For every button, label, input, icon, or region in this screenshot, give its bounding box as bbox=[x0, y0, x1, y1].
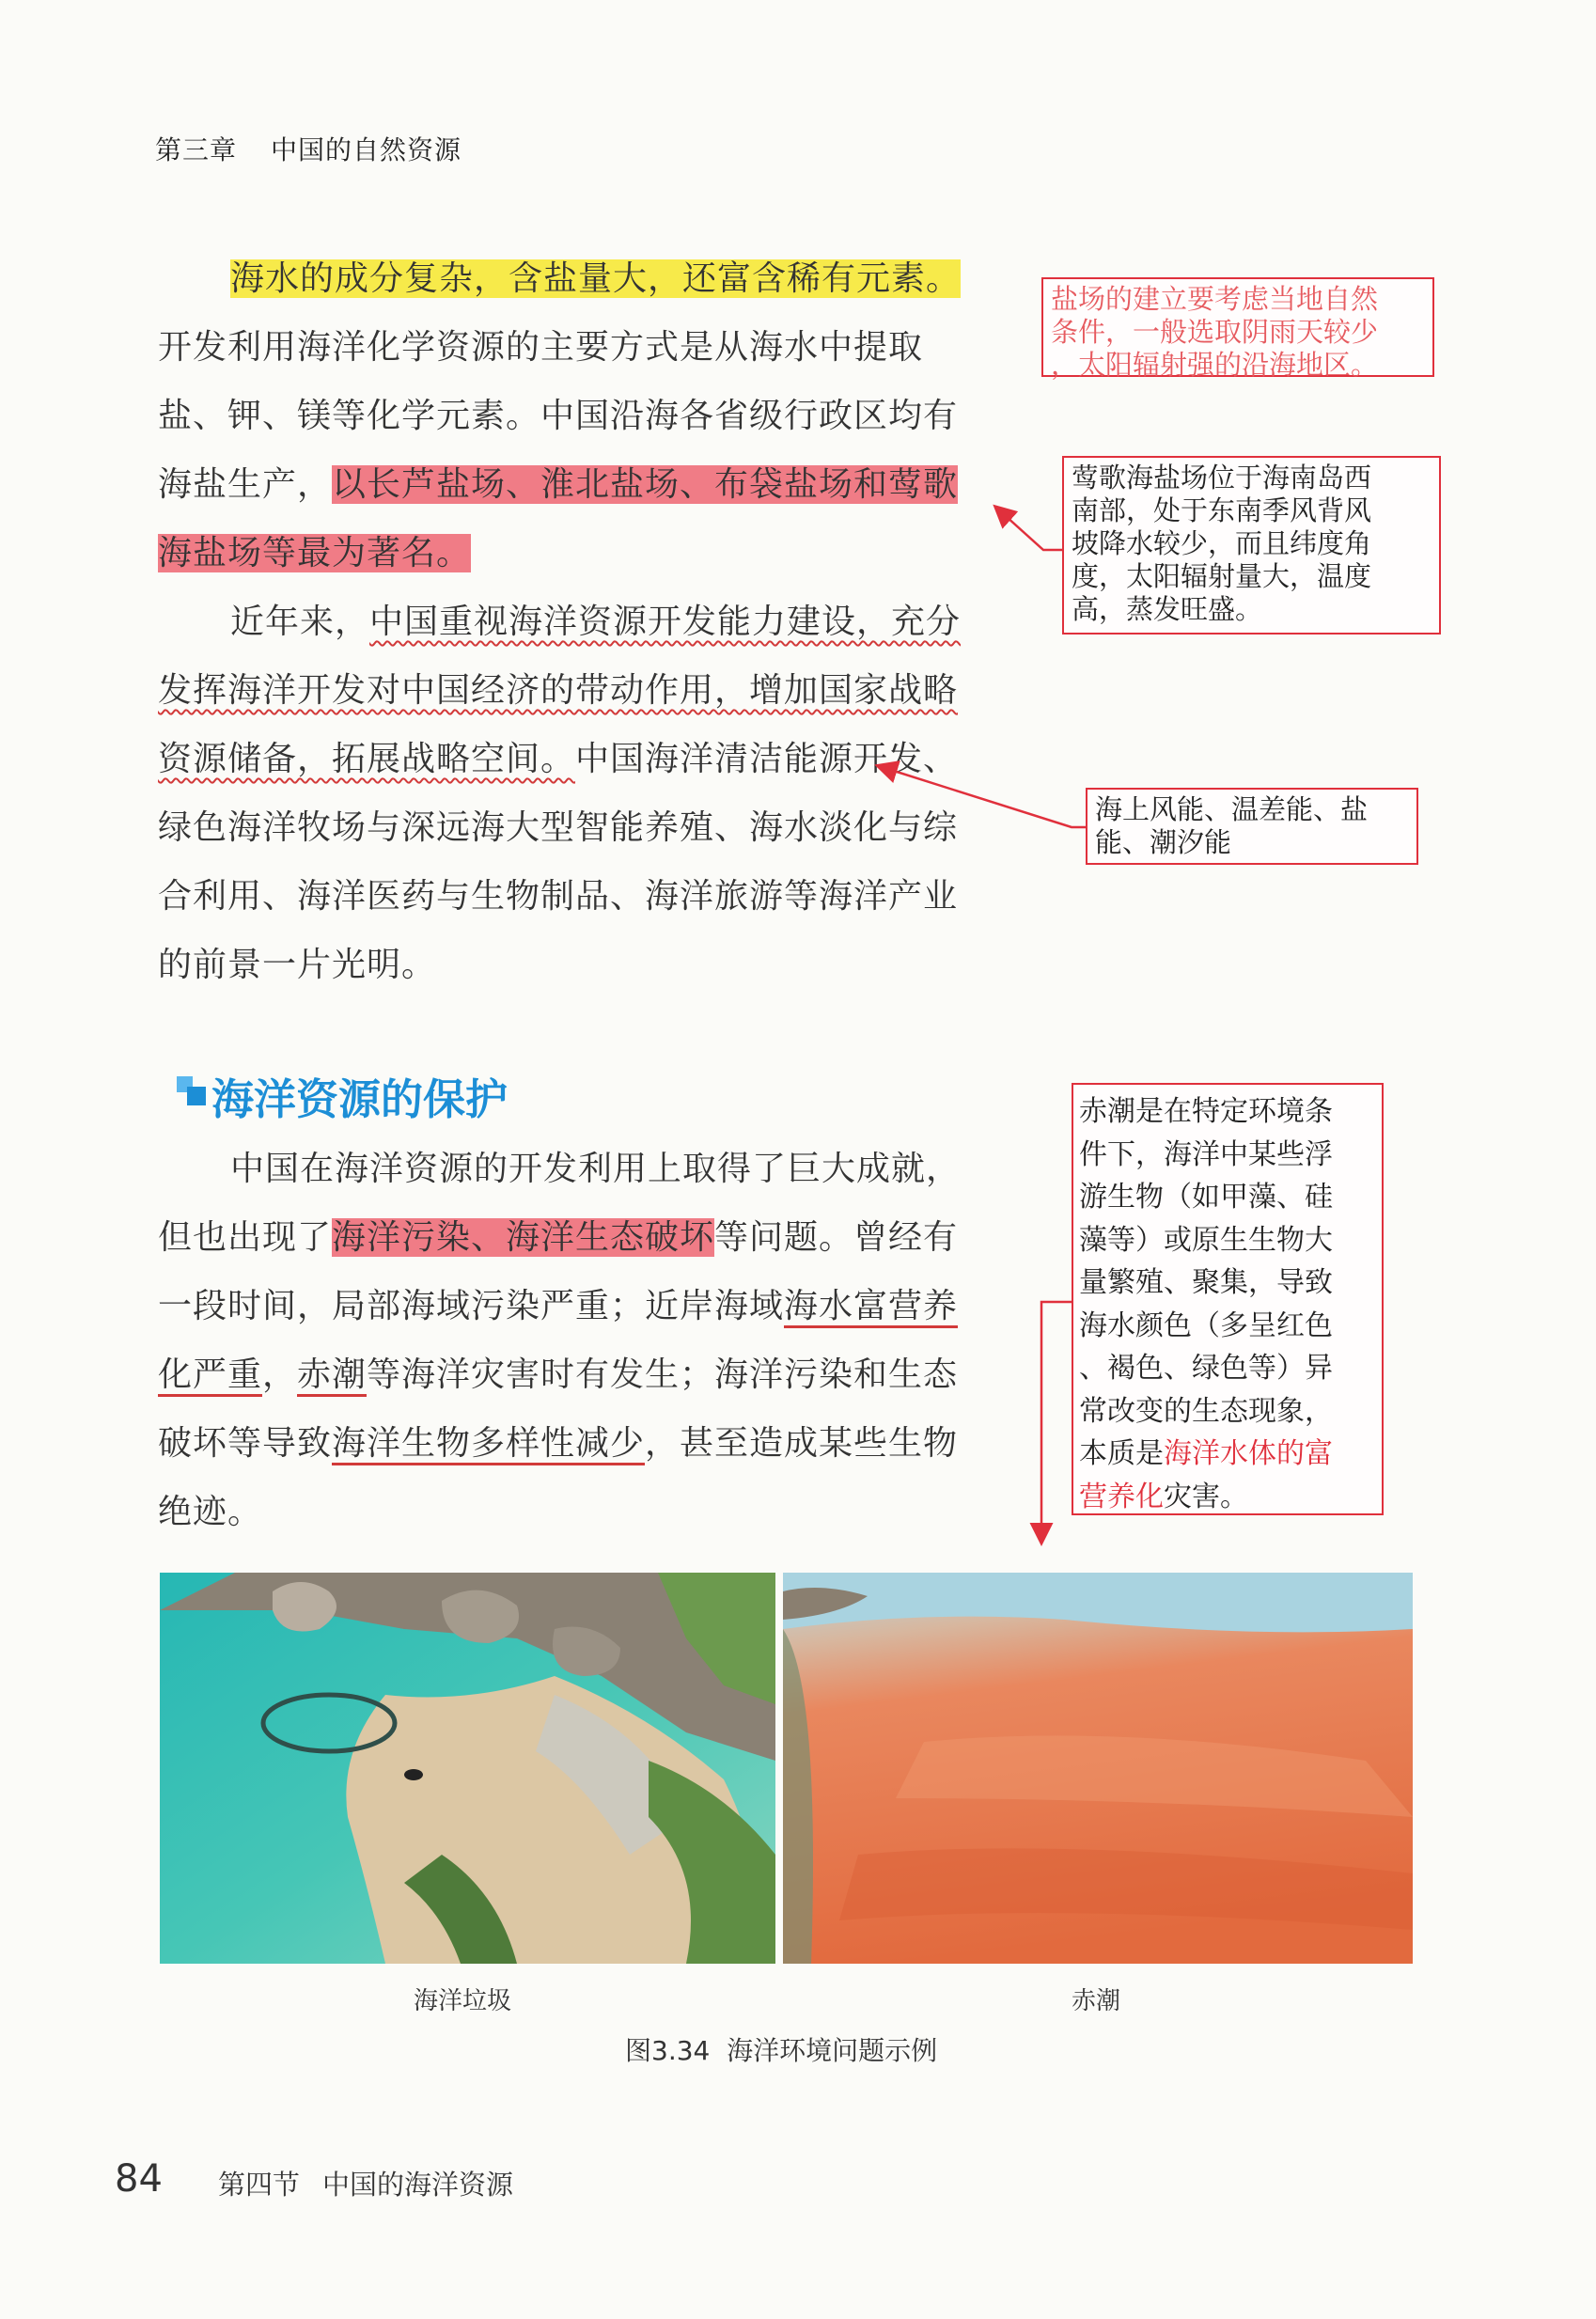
highlight-pollution: 海洋污染、海洋生态破坏 bbox=[332, 1218, 715, 1257]
text-line: 发挥海洋开发对中国经济的带动作用，增加国家战略 bbox=[158, 671, 959, 710]
page-number: 84 bbox=[115, 2157, 163, 2201]
note-clean-energy: 海上风能、温差能、盐 能、潮汐能 bbox=[1086, 788, 1418, 865]
text-line: 破坏等导致海洋生物多样性减少，甚至造成某些生物 bbox=[158, 1409, 958, 1478]
wavy-underline-text: 中国重视海洋资源开发能力建设，充分 bbox=[369, 603, 962, 641]
text-line: 近年来，中国重视海洋资源开发能力建设，充分 bbox=[230, 603, 962, 641]
chapter-title: 中国的自然资源 bbox=[271, 134, 462, 165]
text-line: 一段时间，局部海域污染严重；近岸海域海水富营养 bbox=[158, 1272, 958, 1340]
highlight-salt-fields-cont: 海盐场等最为著名。 bbox=[158, 534, 472, 572]
right-photo-caption: 赤潮 bbox=[1072, 1987, 1121, 2015]
highlight-salt-fields: 以长芦盐场、淮北盐场、布袋盐场和莺歌 bbox=[332, 465, 959, 504]
figure-caption: 图3.34 海洋环境问题示例 bbox=[625, 2035, 938, 2066]
text-line: 合利用、海洋医药与生物制品、海洋旅游等海洋产业 bbox=[158, 877, 959, 916]
text-line: 的前景一片光明。 bbox=[158, 946, 437, 984]
arrow-to-salt-fields bbox=[996, 508, 1062, 550]
highlight-sea-composition: 海水的成分复杂，含盐量大，还富含稀有元素。 bbox=[230, 259, 962, 298]
text-line: 中国在海洋资源的开发利用上取得了巨大成就， bbox=[230, 1150, 962, 1188]
note-salt-field-conditions: 盐场的建立要考虑当地自然 条件，一般选取阴雨天较少 ，太阳辐射强的沿海地区。 bbox=[1041, 277, 1434, 377]
text-line: 绝迹。 bbox=[158, 1493, 263, 1531]
text-line: 开发利用海洋化学资源的主要方式是从海水中提取 bbox=[158, 328, 924, 367]
note-yingge-salt-field: 莺歌海盐场位于海南岛西 南部，处于东南季风背风 坡降水较少，而且纬度角 度，太阳辐射量大，温度 高，蒸发旺盛。 bbox=[1062, 456, 1441, 635]
underline-biodiversity: 海洋生物多样性减少 bbox=[332, 1424, 645, 1465]
arrow-to-clean-energy bbox=[879, 766, 1086, 827]
text-line: 资源储备，拓展战略空间。中国海洋清洁能源开发、 bbox=[158, 740, 959, 778]
text-line: 海盐生产，以长芦盐场、淮北盐场、布袋盐场和莺歌 bbox=[158, 465, 959, 504]
chapter-label: 第三章 bbox=[155, 134, 238, 165]
marine-litter-photo bbox=[160, 1573, 775, 1964]
red-tide-photo bbox=[783, 1573, 1413, 1964]
text-line: 绿色海洋牧场与深远海大型智能养殖、海水淡化与综 bbox=[158, 808, 959, 847]
running-footer: 第四节 中国的海洋资源 bbox=[218, 2169, 514, 2201]
underline-eutrophication: 海水富营养 bbox=[784, 1287, 958, 1328]
arrow-to-red-tide-photo bbox=[1041, 1302, 1072, 1542]
text-line: 盐、钾、镁等化学元素。中国沿海各省级行政区均有 bbox=[158, 397, 959, 435]
left-photo-caption: 海洋垃圾 bbox=[414, 1987, 512, 2015]
underline-red-tide: 赤潮 bbox=[297, 1355, 367, 1397]
section-heading: 海洋资源的保护 bbox=[211, 1074, 509, 1124]
text-line: 化严重，赤潮等海洋灾害时有发生；海洋污染和生态 bbox=[158, 1340, 958, 1409]
text-line: 但也出现了海洋污染、海洋生态破坏等问题。曾经有 bbox=[158, 1218, 959, 1257]
note-red-tide: 赤潮是在特定环境条 件下，海洋中某些浮 游生物（如甲藻、硅 藻等）或原生生物大 量繁殖、聚集，导致 海水颜色（多呈红色 、褐色、绿色等）异 常改变的生态现象， 本质是海洋水体的富 营养化灾害。 bbox=[1072, 1083, 1384, 1515]
